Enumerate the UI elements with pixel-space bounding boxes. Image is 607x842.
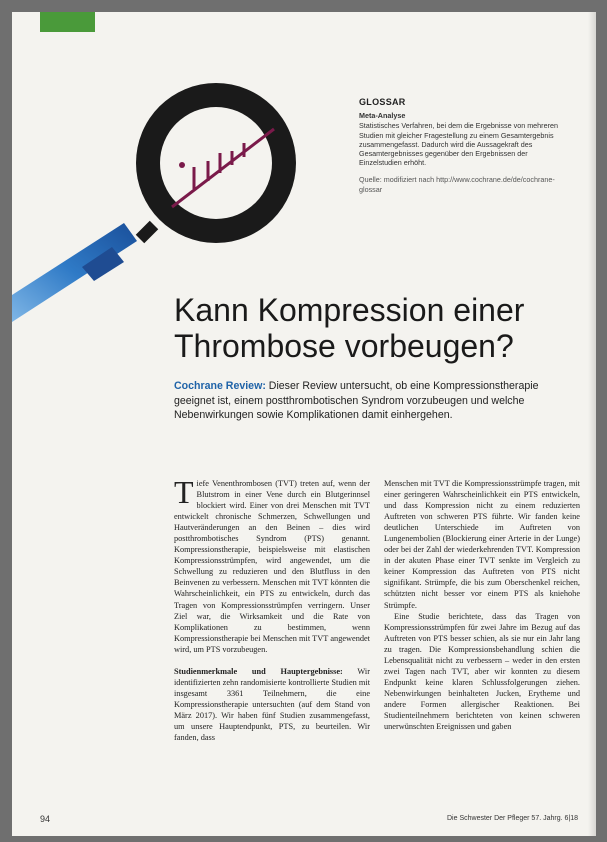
lens-handle-joint [140, 225, 154, 239]
glossary-box [359, 98, 559, 194]
intro-text: iefe Venenthrombosen (TVT) treten auf, wenn der Blutstrom in einer Vene durch ein Blutgerinnsel blockiert wird. Einer von drei Menschen mit TVT entwickelt chronische Schmerzen, Schwellungen und Hautveränderungen an den Beinen – dies wird postthrombotisches Syndrom (PTS) genannt. Kompressionstherapie, beispielsweise mit elastischen Kompressionsstrümpfen, wird angewendet, um die Schwellung zu reduzieren und den Blutfluss in den Beinvenen zu verbessern. Menschen mit TVT könnten die Wahrscheinlichkeit, ein PTS zu entwickeln, durch das Tragen von Kompressionsstrümpfen verringern. Unser Ziel war, die Wirksamkeit und die Rate von Komplikationen zu bestimmen, wenn Kompressionstherapie bei Menschen mit TVT angewendet wird, um PTS vorzubeugen. [174, 479, 370, 654]
glossary-source: Quelle: modifiziert nach http://www.cochrane.de/de/cochrane-glossar [359, 175, 555, 194]
results-subhead: Studienmerkmale und Hauptergebnisse: [174, 666, 343, 676]
text-column-right [384, 478, 580, 732]
page-number: 94 [40, 814, 51, 824]
publication-footer: Die Schwester Der Pfleger 57. Jahrg. 6|18 [447, 815, 578, 822]
page-edge-shadow [588, 12, 596, 836]
forest-plot-dot [179, 162, 185, 168]
glossary-heading: GLOSSAR [359, 97, 406, 107]
title-line-2: Thrombose vorbeugen? [174, 328, 514, 364]
title-line-1: Kann Kompression einer [174, 292, 525, 328]
glossary-term: Meta-Analyse [359, 111, 406, 121]
lead-text: Dieser Review untersucht, ob eine Kompressionstherapie geeignet ist, einem postthrombotischen Syndrom vorzubeugen und welche Nebenwirkungen sowie Komplikationen damit einhergehen. [174, 380, 539, 422]
magnifier-handle-shape [12, 223, 137, 322]
right-paragraph-2: Eine Studie berichtete, dass das Tragen von Kompressionsstrümpfen für zwei Jahre im Bezug auf das Auftreten von PTS besser schien, als sie nur ein Jahr lang zu tragen. Die Kompressionsbehandlung schien die Lebensqualität nicht zu verbessern – weder in den ersten zwei Tagen nach TVT, aber wir konnten zu diesem Endpunkt keine klaren Schlussfolgerungen ziehen. Nebenwirkungen beinhalteten Jucken, Erytheme und andere Formen allergischer Reaktionen. Bei Studienteilnehmern berichteten von keinen schweren unerwünschten Ereignissen und gaben [384, 611, 580, 732]
article-title [174, 292, 594, 364]
article-lead [174, 379, 579, 423]
magazine-page [12, 12, 596, 836]
intro-paragraph [174, 474, 370, 655]
drop-cap: T [174, 474, 194, 510]
glossary-definition: Statistisches Verfahren, bei dem die Ergebnisse von mehreren Studien mit gleicher Fragestellung zu einem Gesamtergebnis zusammengefasst. Dadurch wird die Aussagekraft des Gesamtergebnisses gegenüber den Ergebnissen der Einzelstudien erhöht. [359, 121, 558, 168]
magnifying-glass-illustration [12, 57, 372, 327]
section-color-tab [40, 12, 95, 32]
lead-kicker: Cochrane Review: [174, 380, 266, 392]
text-column-left [174, 474, 370, 743]
results-paragraph [174, 666, 370, 743]
right-paragraph-1: Menschen mit TVT die Kompressionsstrümpfe tragen, mit einer geringeren Wahrscheinlichkeit ein PTS entwickeln, und dass Kompression nicht zu einem reduzierten Auftreten von schweren PTS führte. Wir fanden keine deutlichen Unterschiede im Auftreten von Lungenembolien (Blockierung einer Arterie in der Lunge) oder bei der Zahl der wiederkehrenden TVT. Kompression in der akuten Phase einer TVT senkte im Vergleich zu keiner Kompression das Auftreten von PTS nicht signifikant. Strümpfe, die bis zum Oberschenkel reichen, schützten nicht besser vor einem PTS als kniehohe Strümpfe. [384, 479, 580, 610]
results-text: Wir identifizierten zehn randomisierte kontrollierte Studien mit insgesamt 3361 Teilnehmern, die eine Kompressionstherapie untersuchten (auf dem Stand von März 2017). Wir haben fünf Studien zusammengefasst, um unsere Hauptendpunkt, PTS, zu beurteilen. Wir fanden, dass [174, 666, 370, 743]
